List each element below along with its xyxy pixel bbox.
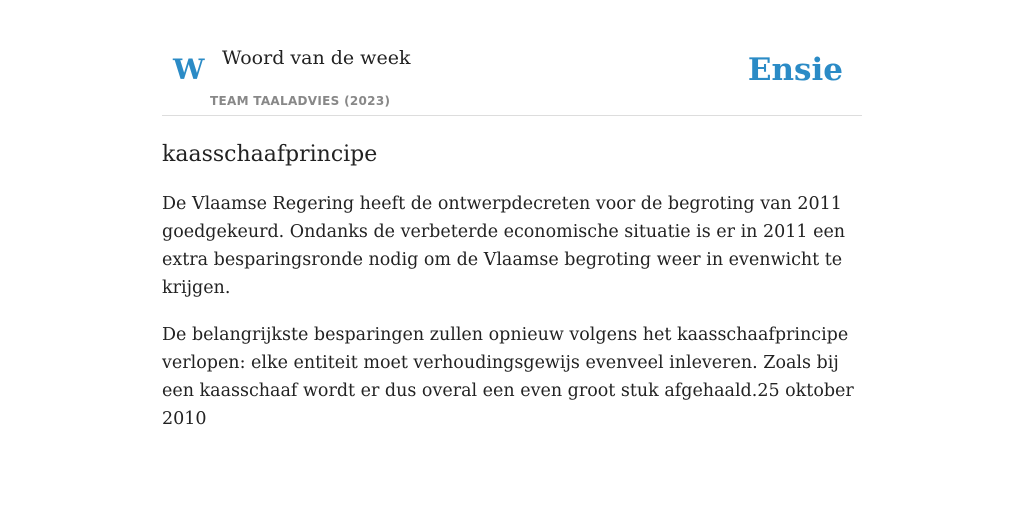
headword: kaasschaafprincipe — [162, 142, 378, 167]
article-paragraph-2 — [162, 321, 862, 433]
word-of-the-week-card — [162, 0, 862, 451]
w-logo-icon: W — [173, 53, 205, 86]
paragraph-text: De belangrijkste besparingen zullen opnieuw volgens het kaasschaafprincipe verlopen: elke entiteit moet verhoudingsgewijs evenveel inleveren. Zoals bij een kaasschaaf wordt er dus overal een even groot stuk afgehaald. — [162, 325, 849, 401]
article-date: 25 oktober 2010 — [162, 381, 854, 429]
ensie-logo[interactable]: Ensie — [747, 52, 843, 88]
author-label: TEAM TAALADVIES (2023) — [210, 94, 391, 108]
section-title[interactable]: Woord van de week — [222, 47, 411, 69]
article-paragraph-1 — [162, 190, 862, 302]
card-header — [162, 0, 862, 116]
paragraph-text: De Vlaamse Regering heeft de ontwerpdecreten voor de begroting van 2011 goedgekeurd. Ondanks de verbeterde economische situatie is er in 2011 een extra besparingsronde nodig om de Vlaamse begroting weer in evenwicht te krijgen. — [162, 194, 846, 298]
